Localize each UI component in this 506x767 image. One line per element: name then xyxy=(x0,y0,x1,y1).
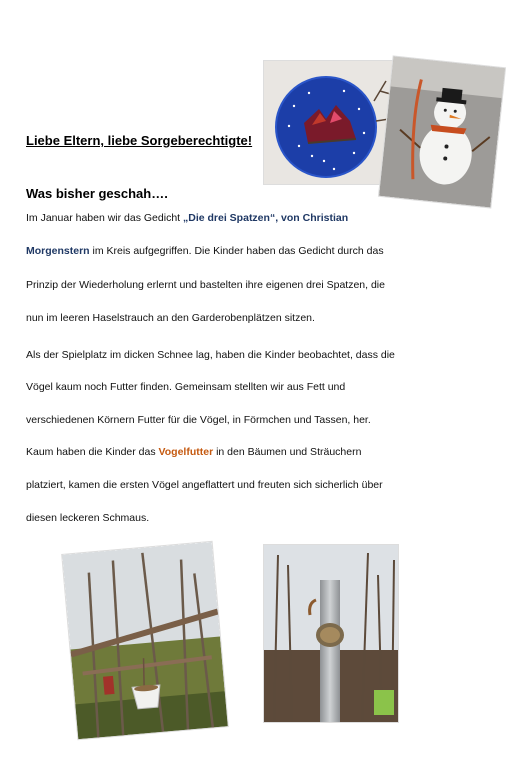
paragraph-2-line-6: diesen leckeren Schmaus. xyxy=(26,512,150,524)
text-segment: Im Januar haben wir das Gedicht xyxy=(26,212,183,224)
paragraph-2-line-1: Als der Spielplatz im dicken Schnee lag, haben die Kinder beobachtet, dass die xyxy=(26,349,395,361)
paragraph-2-line-5: platziert, kamen die ersten Vögel angeflattert und freuten sich sicherlich über xyxy=(26,479,383,491)
text-segment: Kaum haben die Kinder das xyxy=(26,446,159,458)
paragraph-1-line-1 xyxy=(26,212,348,224)
snowman-craft-photo xyxy=(379,57,505,208)
text-segment: in den Bäumen und Sträuchern xyxy=(213,446,362,458)
bird-feeder-cup-photo xyxy=(62,542,228,739)
text-segment: im Kreis aufgegriffen. Die Kinder haben das Gedicht durch das xyxy=(89,245,384,257)
paragraph-1-line-3: Prinzip der Wiederholung erlernt und bastelten ihre eigenen drei Spatzen, die xyxy=(26,279,385,291)
paragraph-1-line-2 xyxy=(26,245,384,257)
paragraph-1-line-4: nun im leeren Haselstrauch an den Garderobenplätzen sitzen. xyxy=(26,312,315,324)
bird-feeder-pole-photo xyxy=(264,545,398,722)
paragraph-2-line-3: verschiedenen Körnern Futter für die Vögel, in Förmchen und Tassen, her. xyxy=(26,414,371,426)
bird-food-highlight: Vogelfutter xyxy=(158,446,214,458)
author-highlight: Morgenstern xyxy=(26,245,90,257)
poem-title-highlight: „Die drei Spatzen“, von Christian xyxy=(183,212,349,224)
paragraph-2-line-2: Vögel kaum noch Futter finden. Gemeinsam stellten wir aus Fett und xyxy=(26,381,346,393)
paragraph-2-line-4 xyxy=(26,446,361,458)
section-subheading: Was bisher geschah…. xyxy=(26,186,168,201)
page-heading: Liebe Eltern, liebe Sorgeberechtigte! xyxy=(26,133,253,148)
